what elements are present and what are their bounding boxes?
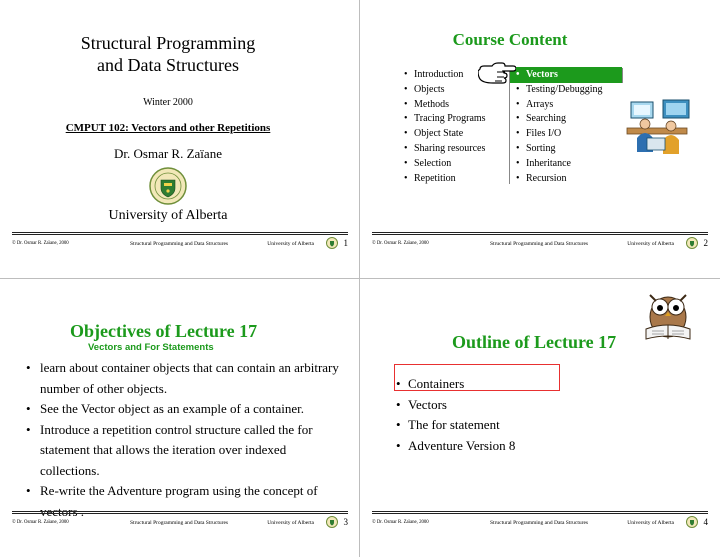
page-number: 3 [343, 517, 348, 527]
objectives-list [26, 358, 344, 522]
topic-item: • Introduction [404, 68, 486, 83]
footer-copyright: © Dr. Osmar R. Zaïane, 2000 [372, 241, 429, 246]
pointing-hand-icon [478, 60, 516, 86]
topics-column-2 [516, 68, 603, 186]
office-workers-clipart-icon [625, 98, 695, 162]
page-number: 2 [703, 238, 708, 248]
topic-item: • Recursion [516, 172, 603, 187]
topic-item: • Tracing Programs [404, 112, 486, 127]
outline-item: • Vectors [396, 395, 515, 416]
topic-item: • Sorting [516, 142, 603, 157]
university-seal-icon [149, 167, 187, 205]
objective-item: • Introduce a repetition control structure called the for statement that allows the iteration over indexed collections. [26, 420, 344, 482]
topic-item: • Object State [404, 127, 486, 142]
footer-course: Structural Programming and Data Structures [490, 520, 589, 526]
university-seal-icon [686, 516, 698, 528]
footer-university: University of Alberta [267, 241, 314, 247]
topic-item: • Searching [516, 112, 603, 127]
reading-owl-icon [642, 287, 694, 345]
topics-column-1 [404, 68, 486, 186]
footer-course: Structural Programming and Data Structures [490, 241, 589, 247]
objective-item: • Re-write the Adventure program using the concept of [26, 481, 344, 522]
topic-item: • Inheritance [516, 157, 603, 172]
slide3-title: Objectives of Lecture 17 [70, 321, 258, 341]
highlight-edge [622, 68, 623, 83]
slide1-author: Dr. Osmar R. Zaïane [114, 146, 222, 161]
topic-item: • Selection [404, 157, 486, 172]
objective-item: • See the Vector object as an example of a container. [26, 399, 344, 420]
slide2-footer [372, 232, 708, 250]
footer-copyright: © Dr. Osmar R. Zaïane, 2000 [372, 520, 429, 525]
footer-university: University of Alberta [627, 241, 674, 247]
topic-item: • Sharing resources [404, 142, 486, 157]
slide-4 [360, 279, 720, 557]
slide3-footer [12, 511, 348, 529]
slide3-subtitle: Vectors and For Statements [88, 342, 214, 353]
topic-item: • Testing/Debugging [516, 83, 603, 98]
topic-item: • Repetition [404, 172, 486, 187]
slide-2 [360, 0, 720, 278]
outline-list [396, 374, 515, 456]
outline-item: • The for statement [396, 415, 515, 436]
university-seal-icon [326, 237, 338, 249]
objective-item: • learn about container objects that can contain an arbitrary number of other objects. [26, 358, 344, 399]
slide4-title: Outline of Lecture 17 [452, 332, 617, 352]
slide-1 [0, 0, 360, 278]
footer-copyright: © Dr. Osmar R. Zaïane, 2000 [12, 241, 69, 246]
outline-item: • Containers [396, 374, 515, 395]
footer-course: Structural Programming and Data Structures [130, 241, 229, 247]
university-seal-icon [686, 237, 698, 249]
slide2-title: Course Content [452, 30, 568, 49]
footer-course: Structural Programming and Data Structures [130, 520, 229, 526]
outline-item: • Adventure Version 8 [396, 436, 515, 457]
footer-university: University of Alberta [267, 520, 314, 526]
slide1-title-line1: Structural Programming [80, 33, 256, 53]
page-number: 1 [343, 238, 348, 248]
topic-item: • Arrays [516, 98, 603, 113]
footer-university: University of Alberta [627, 520, 674, 526]
university-seal-icon [326, 516, 338, 528]
slide1-course-line: CMPUT 102: Vectors and other Repetitions [65, 122, 271, 134]
slide1-institution: University of Alberta [108, 208, 228, 223]
slide1-term: Winter 2000 [143, 97, 193, 108]
page-number: 4 [703, 517, 708, 527]
slide1-footer [12, 232, 348, 250]
slide1-title-line2: and Data Structures [97, 55, 239, 75]
topic-item: • Files I/O [516, 127, 603, 142]
topic-item-current: • Vectors [516, 68, 603, 83]
topic-item: • Methods [404, 98, 486, 113]
footer-copyright: © Dr. Osmar R. Zaïane, 2000 [12, 520, 69, 525]
slide4-footer [372, 511, 708, 529]
topic-item: • Objects [404, 83, 486, 98]
slide-3 [0, 279, 360, 557]
